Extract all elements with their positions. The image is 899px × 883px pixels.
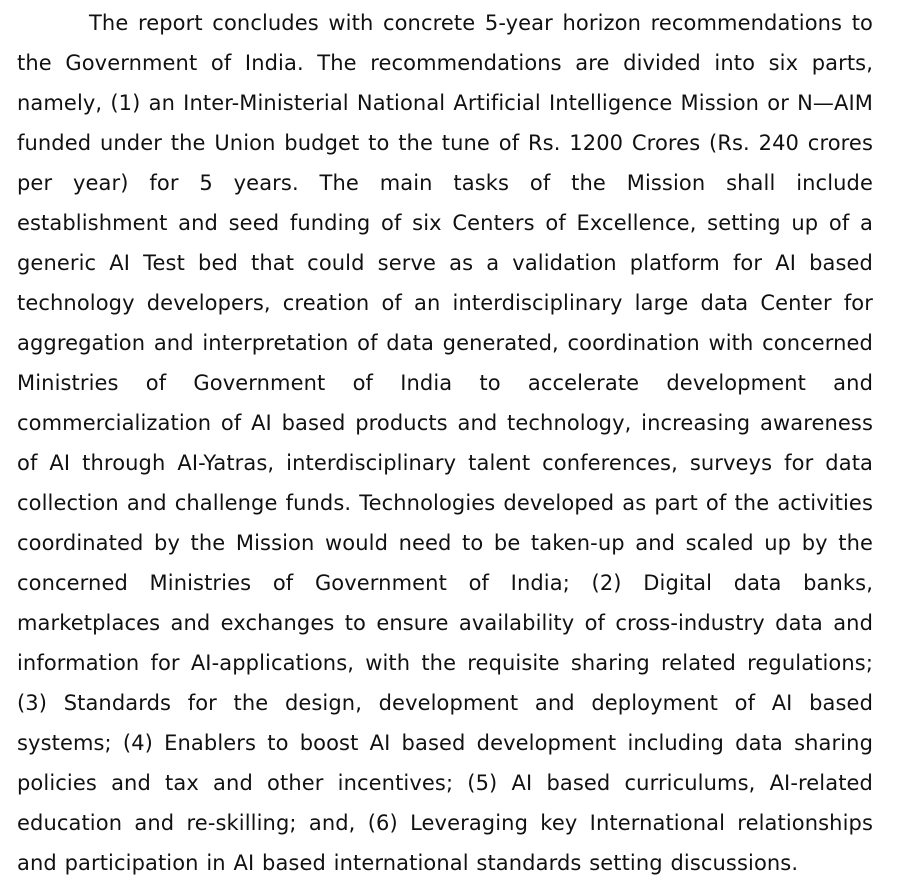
document-page [17,0,873,875]
recommendations-paragraph: The report concludes with concrete 5-year horizon recommendations to the Government of India. The recommendations are divided into six parts, namely, (1) an Inter-Ministerial National Artificial Intelligence Mission or N—AIM funded under the Union budget to the tune of Rs. 1200 Crores (Rs. 240 crores per year) for 5 years. The main tasks of the Mission shall include establishment and seed funding of six Centers of Excellence, setting up of a generic AI Test bed that could serve as a validation platform for AI based technology developers, creation of an interdisciplinary large data Center for aggregation and interpretation of data generated, coordination with concerned Ministries of Government of India to accelerate development and commercialization of AI based products and technology, increasing awareness of AI through AI-Yatras, interdisciplinary talent conferences, surveys for data collection and challenge funds. Technologies developed as part of the activities coordinated by the Mission would need to be taken-up and scaled up by the concerned Ministries of Government of India; (2) Digital data banks, marketplaces and exchanges to ensure availability of cross-industry data and information for AI-applications, with the requisite sharing related regulations; (3) Standards for the design, development and deployment of AI based systems; (4) Enablers to boost AI based development including data sharing policies and tax and other incentives; (5) AI based curriculums, AI-related education and re-skilling; and, (6) Leveraging key International relationships and participation in AI based international standards setting discussions. [17,11,873,875]
